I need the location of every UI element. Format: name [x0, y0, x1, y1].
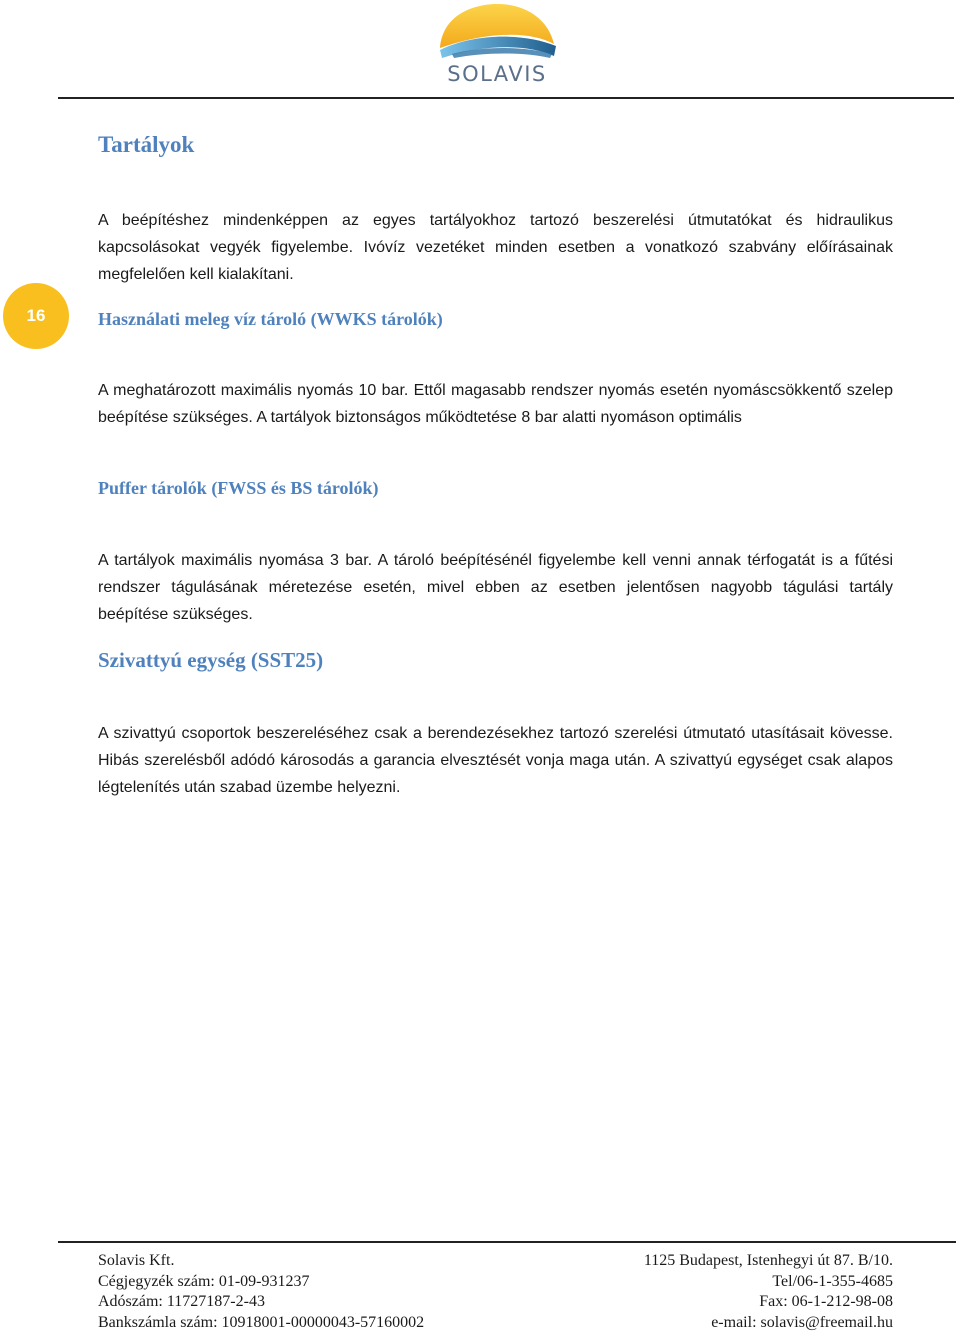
footer-left [98, 1251, 424, 1334]
footer-bank: Bankszámla szám: 10918001-00000043-57160002 [98, 1314, 425, 1332]
puffer-paragraph: A tartályok maximális nyomása 3 bar. A tároló beépítésénél figyelembe kell venni annak térfogatát is a fűtési rendszer tágulásának méretezése esetén, mivel ebben az esetben jelentősen nagyobb tágulási tartály beépítése szükséges. [98, 552, 893, 623]
logo-text: SOLAVIS [447, 62, 547, 86]
footer-fax: Fax: 06-1-212-98-08 [759, 1293, 893, 1311]
footer-right [644, 1251, 893, 1334]
footer-email: e-mail: solavis@freemail.hu [711, 1314, 893, 1332]
puffer-heading: Puffer tárolók (FWSS és BS tárolók) [98, 478, 379, 498]
footer-company: Solavis Kft. [98, 1252, 175, 1269]
section-title: Tartályok [98, 132, 195, 157]
footer-phone: Tel/06-1-355-4685 [772, 1272, 893, 1290]
header-divider [58, 97, 954, 99]
footer-tax: Adószám: 11727187-2-43 [98, 1293, 265, 1311]
pump-paragraph: A szivattyú csoportok beszereléséhez csak a berendezésekhez tartozó szerelési útmutató utasításait kövesse. Hibás szerelésből adódó károsodás a garancia elvesztését vonja maga után. A szivattyú egységet csak alapos légtelenítés után szabad üzembe helyezni. [98, 725, 893, 796]
sun-wave-icon [432, 4, 562, 64]
wwks-paragraph: A meghatározott maximális nyomás 10 bar. Ettől magasabb rendszer nyomás esetén nyomáscsökkentő szelep beépítése szükséges. A tartályok biztonságos működtetése 8 bar alatti nyomáson optimális [98, 382, 893, 426]
intro-paragraph: A beépítéshez mindenképpen az egyes tartályokhoz tartozó beszerelési útmutatókat és hidraulikus kapcsolásokat vegyék figyelembe. Ivóvíz vezetéket minden esetben a vonatkozó szabvány előírásainak megfelelően kell kialakítani. [98, 212, 893, 283]
pump-heading: Szivattyú egység (SST25) [98, 648, 324, 672]
footer-divider [58, 1241, 956, 1243]
page-number-badge: 16 [3, 283, 69, 349]
footer-address: 1125 Budapest, Istenhegyi út 87. B/10. [643, 1252, 893, 1269]
footer-registration: Cégjegyzék szám: 01-09-931237 [98, 1272, 310, 1290]
solavis-logo [432, 4, 562, 88]
wwks-heading: Használati meleg víz tároló (WWKS tárolók) [98, 309, 443, 329]
footer [98, 1251, 893, 1334]
